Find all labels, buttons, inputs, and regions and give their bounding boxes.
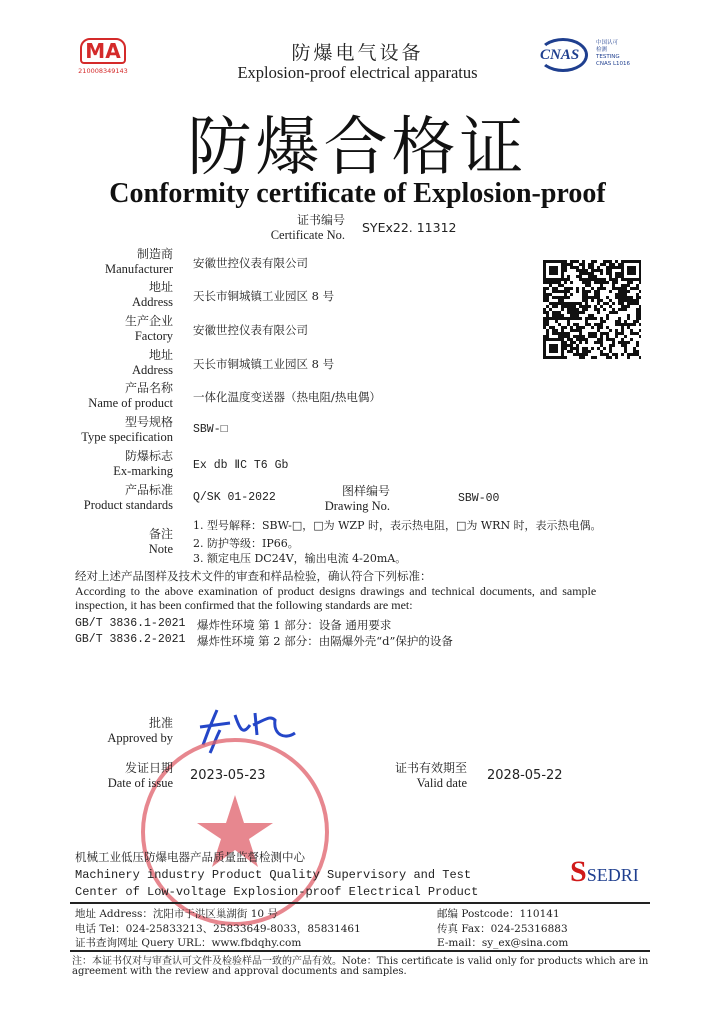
issue-date-label: 发证日期 Date of issue — [107, 761, 173, 790]
standard-code: GB/T 3836.2-2021 — [75, 633, 186, 646]
divider — [70, 902, 650, 904]
certificate-label: 证书编号 Certificate No. — [270, 213, 345, 242]
cma-logo: MA 210008349143 — [78, 39, 128, 75]
standard-title: 爆炸性环境 第 1 部分：设备 通用要求 — [197, 618, 392, 632]
main-title-cn: 防爆合格证 — [187, 111, 528, 185]
header-title-en: Explosion-proof electrical apparatus — [237, 63, 478, 82]
field-label: 型号规格 Type specification — [81, 415, 173, 444]
field-value: 天长市铜城镇工业园区 8 号 — [193, 357, 335, 371]
center-name-cn: 机械工业低压防爆电器产品质量监督检测中心 — [75, 850, 305, 864]
footer-note: agreement with the review and approval documents and samples. — [72, 966, 407, 977]
statement-cn: 经对上述产品图样及技术文件的审查和样品检验，确认符合下列标准： — [75, 569, 432, 583]
center-name-en: Center of Low-voltage Explosion-proof Electrical Product — [75, 885, 479, 899]
approved-label: 批准 Approved by — [107, 716, 173, 745]
cnas-logo: CNAS 中国认可 检测 TESTING CNAS L1016 — [538, 38, 648, 76]
issue-date: 2023-05-23 — [190, 768, 266, 783]
qr-code — [543, 260, 641, 360]
contact-email: E-mail：sy_ex@sina.com — [437, 937, 569, 949]
contact-url: 证书查询网址 Query URL：www.fbdqhy.com — [75, 937, 302, 949]
contact-address: 地址 Address：沈阳市于洪区巢湖街 10 号 — [75, 908, 278, 920]
field-label: 地址 Address — [132, 348, 173, 377]
statement-en: According to the above examination of product designs drawings and technical documents, and sample — [75, 584, 597, 598]
contact-postcode: 邮编 Postcode：110141 — [437, 908, 560, 920]
statement-en: inspection, it has been confirmed that the following standards are met: — [75, 598, 413, 612]
header-title-cn: 防爆电气设备 — [291, 42, 424, 64]
contact-tel: 电话 Tel：024-25833213、25833649-8033，85831461 — [75, 923, 361, 935]
certificate-number: SYEx22. 11312 — [362, 220, 457, 235]
field-label: 产品标准 Product standards — [83, 483, 173, 512]
center-name-en: Machinery industry Product Quality Supervisory and Test — [75, 868, 472, 882]
note-line: 3. 额定电压 DC24V，输出电流 4-20mA。 — [193, 552, 407, 565]
standard-code: GB/T 3836.1-2021 — [75, 617, 186, 630]
sedri-logo: SSEDRI — [570, 855, 639, 888]
valid-date-label: 证书有效期至 Valid date — [394, 761, 467, 790]
field-label: 制造商 Manufacturer — [104, 247, 173, 276]
drawing-label: 图样编号 Drawing No. — [324, 484, 390, 513]
field-label: 地址 Address — [132, 280, 173, 309]
footer-note: 注：本证书仅对与审查认可文件及检验样品一致的产品有效。Note：This certificate is valid only for products which are in — [72, 956, 649, 967]
field-value: Ex db ⅡC T6 Gb — [193, 459, 289, 472]
valid-date: 2028-05-22 — [487, 768, 563, 783]
field-label: 产品名称 Name of product — [88, 381, 173, 410]
drawing-number: SBW-00 — [458, 492, 500, 505]
field-value: 安徽世控仪表有限公司 — [193, 323, 308, 337]
field-value: 一体化温度变送器（热电阻/热电偶） — [193, 390, 381, 404]
main-title-en: Conformity certificate of Explosion-proof — [109, 178, 606, 209]
field-label: 防爆标志 Ex-marking — [113, 449, 173, 478]
note-line: 1. 型号解释：SBW-□，□为 WZP 时，表示热电阻，□为 WRN 时，表示热电偶。 — [193, 519, 602, 532]
field-value: Q/SK 01-2022 — [193, 491, 276, 504]
field-label: 生产企业 Factory — [124, 314, 173, 343]
note-label: 备注 Note — [148, 527, 173, 556]
standard-title: 爆炸性环境 第 2 部分：由隔爆外壳“d”保护的设备 — [197, 634, 453, 648]
field-value: 安徽世控仪表有限公司 — [193, 256, 308, 270]
field-value: 天长市铜城镇工业园区 8 号 — [193, 289, 335, 303]
field-value: SBW-□ — [193, 423, 228, 436]
contact-fax: 传真 Fax：024-25316883 — [437, 923, 568, 935]
note-line: 2. 防护等级：IP66。 — [193, 537, 299, 550]
